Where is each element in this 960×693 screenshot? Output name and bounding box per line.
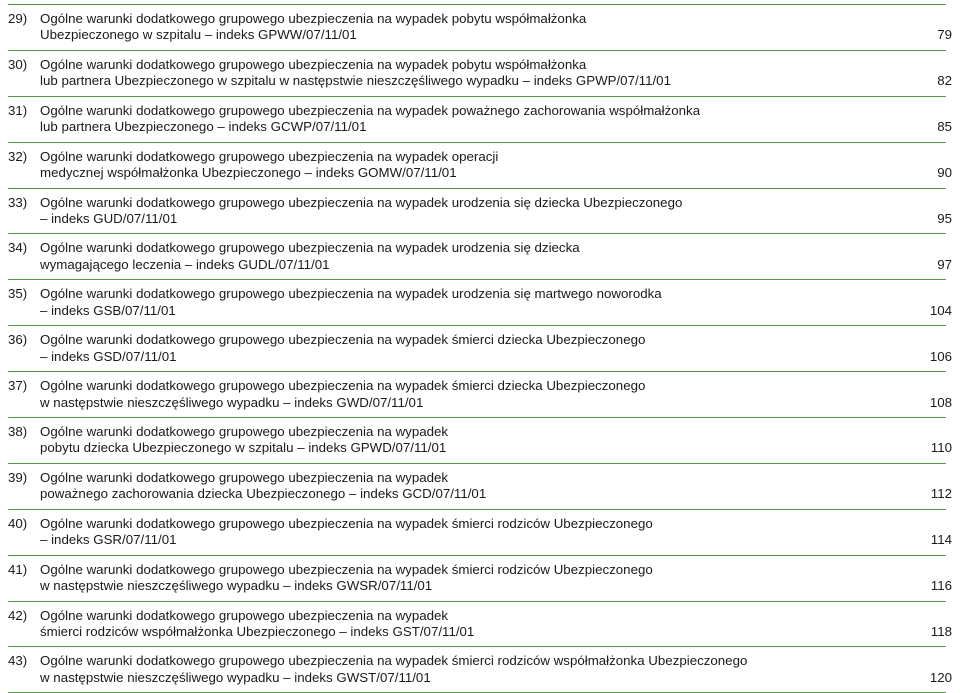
- page-number: 110: [930, 440, 952, 456]
- entry-number: 29): [8, 11, 28, 26]
- entry-number: 43): [8, 653, 28, 669]
- page-number: 120: [929, 669, 952, 685]
- page-number: 118: [930, 623, 952, 639]
- entry-title-line-1: Ogólne warunki dodatkowego grupowego ubezpieczenia na wypadek: [40, 424, 449, 440]
- entry-title-line-1: Ogólne warunki dodatkowego grupowego ubezpieczenia na wypadek: [40, 469, 449, 485]
- entry-title-line-2: w następstwie nieszczęśliwego wypadku – indeks GWD/07/11/01: [40, 394, 424, 410]
- entry-number: 37): [8, 378, 28, 394]
- entry-title-line-2: – indeks GSD/07/11/01: [40, 348, 177, 364]
- entry-title-line-2: w następstwie nieszczęśliwego wypadku – indeks GWST/07/11/01: [40, 669, 431, 685]
- toc-entry[interactable]: [8, 418, 952, 463]
- entry-number: 35): [8, 286, 28, 302]
- page-number: 104: [929, 302, 952, 318]
- entry-title-line-1: Ogólne warunki dodatkowego grupowego ubezpieczenia na wypadek urodzenia się dziecka Ubezpieczonego: [40, 194, 683, 210]
- toc-entry[interactable]: [8, 326, 952, 371]
- entry-title-line-2: medycznej współmałżonka Ubezpieczonego – indeks GOMW/07/11/01: [40, 165, 457, 181]
- toc-entry[interactable]: [8, 372, 952, 417]
- entry-number: 42): [8, 607, 28, 623]
- page-number: 97: [937, 256, 952, 272]
- entry-title-line-1: Ogólne warunki dodatkowego grupowego ubezpieczenia na wypadek śmierci dziecka Ubezpieczonego: [40, 332, 646, 348]
- entry-title-line-1: Ogólne warunki dodatkowego grupowego ubezpieczenia na wypadek śmierci rodziców Ubezpieczonego: [40, 561, 653, 577]
- toc-entry[interactable]: [8, 97, 952, 142]
- toc-entry[interactable]: [8, 647, 952, 692]
- entry-number: 33): [8, 194, 28, 210]
- entry-title-line-1: Ogólne warunki dodatkowego grupowego ubezpieczenia na wypadek operacji: [40, 148, 499, 164]
- toc-entry[interactable]: [8, 234, 952, 279]
- entry-number: 31): [8, 102, 28, 118]
- entry-title-line-2: Ubezpieczonego w szpitalu – indeks GPWW/07/11/01: [40, 27, 357, 43]
- entry-title-line-1: Ogólne warunki dodatkowego grupowego ubezpieczenia na wypadek pobytu współmałżonka: [40, 11, 587, 26]
- page-number: 116: [930, 578, 952, 594]
- toc-entry[interactable]: [8, 510, 952, 555]
- entry-title-line-1: Ogólne warunki dodatkowego grupowego ubezpieczenia na wypadek poważnego zachorowania współmałżonka: [40, 102, 701, 118]
- entry-number: 30): [8, 56, 28, 72]
- entry-title-line-2: wymagającego leczenia – indeks GUDL/07/11/01: [40, 256, 330, 272]
- entry-title-line-2: pobytu dziecka Ubezpieczonego w szpitalu – indeks GPWD/07/11/01: [40, 440, 447, 456]
- entry-title-line-1: Ogólne warunki dodatkowego grupowego ubezpieczenia na wypadek pobytu współmałżonka: [40, 56, 587, 72]
- entry-title-line-2: śmierci rodziców współmałżonka Ubezpieczonego – indeks GST/07/11/01: [40, 623, 475, 639]
- page-number: 82: [937, 73, 952, 89]
- page-number: 108: [929, 394, 952, 410]
- entry-number: 38): [8, 424, 28, 440]
- toc-entry[interactable]: [8, 5, 952, 50]
- entry-number: 34): [8, 240, 28, 256]
- entry-title-line-1: Ogólne warunki dodatkowego grupowego ubezpieczenia na wypadek śmierci rodziców Ubezpieczonego: [40, 515, 653, 531]
- entry-title-line-1: Ogólne warunki dodatkowego grupowego ubezpieczenia na wypadek urodzenia się dziecka: [40, 240, 580, 256]
- entry-title-line-2: poważnego zachorowania dziecka Ubezpieczonego – indeks GCD/07/11/01: [40, 486, 487, 502]
- entry-title-line-2: w następstwie nieszczęśliwego wypadku – indeks GWSR/07/11/01: [40, 578, 433, 594]
- page-number: 95: [937, 210, 952, 226]
- entry-number: 41): [8, 561, 28, 577]
- entry-title-line-1: Ogólne warunki dodatkowego grupowego ubezpieczenia na wypadek urodzenia się martwego noworodka: [40, 286, 662, 302]
- entry-title-line-2: – indeks GUD/07/11/01: [40, 210, 178, 226]
- toc-entry[interactable]: [8, 143, 952, 188]
- entry-number: 40): [8, 515, 28, 531]
- entry-number: 32): [8, 148, 28, 164]
- entry-title-line-1: Ogólne warunki dodatkowego grupowego ubezpieczenia na wypadek: [40, 607, 449, 623]
- toc-entry[interactable]: [8, 556, 952, 601]
- toc-entry[interactable]: [8, 602, 952, 647]
- entry-title-line-2: – indeks GSR/07/11/01: [40, 532, 177, 548]
- entry-number: 39): [8, 469, 28, 485]
- entry-title-line-2: lub partnera Ubezpieczonego – indeks GCWP/07/11/01: [40, 119, 367, 135]
- page-number: 112: [930, 486, 952, 502]
- entry-title-line-1: Ogólne warunki dodatkowego grupowego ubezpieczenia na wypadek śmierci dziecka Ubezpieczonego: [40, 378, 646, 394]
- page-number: 114: [930, 532, 952, 548]
- entry-title-line-2: – indeks GSB/07/11/01: [40, 302, 176, 318]
- toc-entry[interactable]: [8, 189, 952, 234]
- page-number: 85: [937, 119, 952, 135]
- toc-entry[interactable]: [8, 464, 952, 509]
- entry-number: 36): [8, 332, 28, 348]
- entry-title-line-2: lub partnera Ubezpieczonego w szpitalu w następstwie nieszczęśliwego wypadku – indeks GPWP/07/11/01: [40, 73, 671, 89]
- entry-title-line-1: Ogólne warunki dodatkowego grupowego ubezpieczenia na wypadek śmierci rodziców współmałżonka Ubezpieczonego: [40, 653, 748, 669]
- page-number: 90: [937, 165, 952, 181]
- page-number: 79: [937, 27, 952, 43]
- toc-entry[interactable]: [8, 51, 952, 96]
- page-number: 106: [929, 348, 952, 364]
- toc-entry[interactable]: [8, 280, 952, 325]
